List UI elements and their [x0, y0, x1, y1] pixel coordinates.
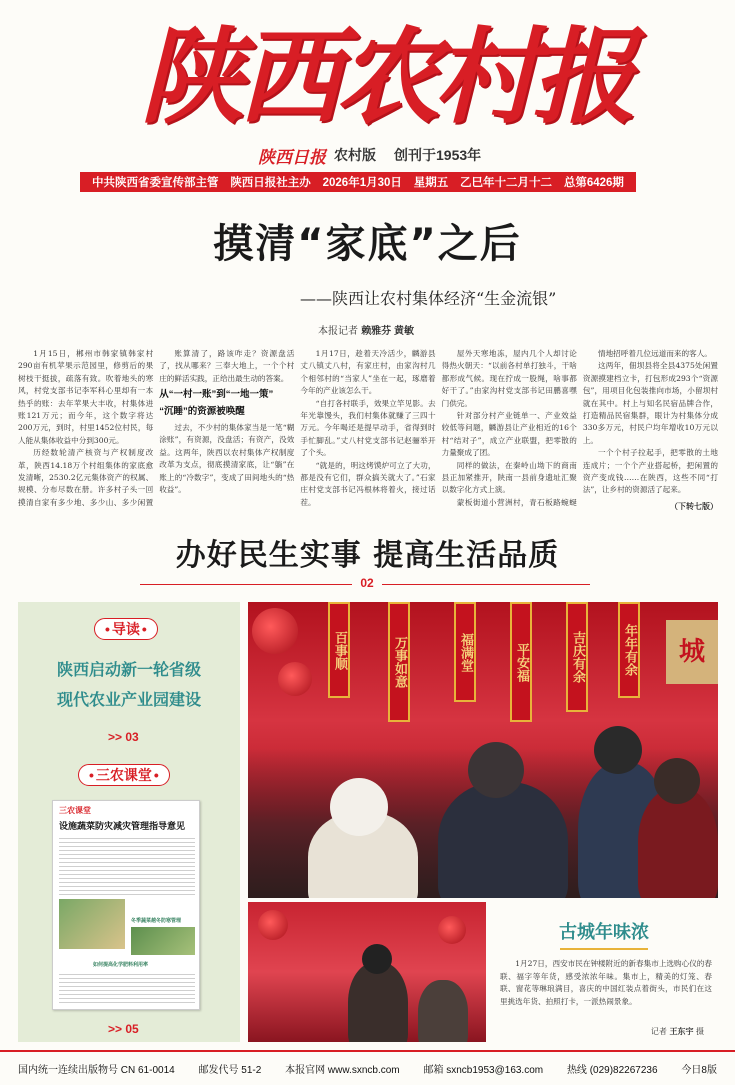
info-lunar-date: 乙巳年十二月十二 — [460, 177, 553, 189]
article-paragraph: 一个个村子拉起手，把零散的土地连成片；一个个产业搭起桥，把闲置的资产变成钱……在陕西，这些不同“打法”，让乡村的资源活了起来。 — [582, 448, 719, 495]
photo-caption — [490, 902, 718, 1042]
info-issue-number: 总第6426期 — [563, 177, 624, 189]
couplet-banner: 福满堂 — [454, 602, 476, 702]
newspaper-logo: 陕西农村报 — [140, 15, 631, 138]
info-weekday: 星期五 — [413, 177, 449, 189]
couplet-banner: 年年有余 — [618, 602, 640, 698]
article-paragraph: 1月17日，趁着天冷活少，麟游县丈八镇丈八村，有家庄村，由家沟村几个相邻村的“当家人”坐在一起，琢磨着今年的产业该怎么干。 — [300, 349, 436, 396]
article-paragraph: “就是的，明这烤馍炉可立了大功，都是没有它们，群众搞关就大了。”石家庄村党支部书记冯根林将着火，接过话茬。 — [300, 460, 436, 507]
shopper-head — [654, 758, 700, 804]
credit-name: 王东宇 — [669, 1027, 694, 1036]
caption-paragraph: 1月27日，西安市民在钟楼附近的新春集市上选购心仪的春联、福字等年货，感受浓浓年味。集市上，精美的灯笼、春联、窗花等琳琅满目，喜庆的中国红装点着街头，市民们在这里挑选年货、拍照打卡，一派热闹景象。 — [500, 959, 712, 1006]
daodu-headline-line: 现代农业产业园建设 — [56, 692, 201, 709]
article-subhead: 从“一村一账”到“一地一策” — [159, 389, 274, 401]
couplet-banner: 平安福 — [510, 602, 532, 722]
lead-subheadline: ——陕西让农村集体经济“生金流银” — [300, 289, 557, 308]
section-headline: 办好民生实事 提高生活品质 — [175, 538, 560, 573]
article-column-3 — [300, 348, 435, 510]
ketang-page-ref[interactable]: >> 05 — [108, 1022, 139, 1036]
daodu-badge: • 导读 • — [94, 618, 158, 640]
lead-article-body — [18, 348, 718, 510]
info-supervisor: 中共陕西省委宣传部主管 — [92, 177, 219, 189]
ketang-badge: • 三农课堂 • — [78, 764, 170, 786]
credit-label: 记者 — [650, 1027, 667, 1036]
article-paragraph: “自打各村联手，效果立竿见影。去年光靠馒头，我们村集体就赚了三四十万元。今年喝还是提早动手，省得到时手忙脚乱。”丈八村党支部书记赵骊举开了个头。 — [300, 398, 436, 458]
thumbnail-text-block — [59, 971, 195, 1005]
masthead — [0, 0, 735, 172]
article-column-4 — [442, 348, 577, 510]
article-paragraph: 针对部分村产业链单一、产业效益较低等问题，麟游县让产业相近的16个村“结对子”，成立产业联盟，把零散的力量聚成了团。 — [441, 411, 577, 458]
shopper-figure — [638, 788, 718, 898]
info-date: 2026年1月30日 — [322, 177, 402, 189]
shopper-head — [362, 944, 392, 974]
caption-body — [500, 958, 712, 1008]
thumbnail-text-block — [59, 835, 195, 895]
caption-rule — [560, 948, 648, 950]
daodu-page-ref[interactable]: >> 03 — [108, 730, 139, 744]
sidebar-guide — [18, 602, 240, 1042]
lead-byline — [318, 322, 414, 337]
article-paragraph: 账算清了，路该咋走？资源盘活了，找从哪来？三奉大地上，一个个村庄的鲜活实践，正给出最生动的答案。 — [159, 349, 295, 383]
section-page-number[interactable]: 02 — [352, 576, 382, 592]
thumbnail-subhead: 冬季蔬菜越冬防寒管理 — [131, 918, 182, 924]
shopper-head — [468, 742, 524, 798]
footer-page-count: 今日8版 — [681, 1065, 717, 1076]
founded-label: 创刊于1953年 — [394, 147, 482, 163]
credit-suffix: 摄 — [696, 1027, 704, 1036]
footer-hotline: 热线 (029)82267236 — [566, 1065, 658, 1076]
article-paragraph: 1月15日，郴州市韩家镇韩家村290亩有机苹果示范园里，修剪后的果树枝干挺拔，疏落有致。吹着地头的寒风，村党支部书记李军科心里却有一本热乎的账：去年苹果大丰收，村集体进账121万元；而今年，这个数字将达200万元，到时，村里1452位村民，每人能从集体收益中分到300元。 — [18, 349, 154, 445]
couplet-banner: 吉庆有余 — [566, 602, 588, 712]
market-photo — [248, 602, 718, 898]
ketang-page-thumbnail[interactable] — [52, 800, 200, 1010]
thumbnail-title: 设施蔬菜防灾减灾管理指导意见 — [59, 821, 186, 831]
caption-title: 古城年味浓 — [559, 922, 649, 943]
article-paragraph: 屋外天寒地冻，屋内几个人却讨论得热火朝天：“以前各村单打独斗，干啥都形成气候。现在拧成一股绳，啥事都好干了。”由家沟村党支部书记田鹏喜嘿门供完。 — [441, 349, 577, 408]
info-bar — [80, 172, 636, 192]
article-paragraph: 历经数轮清产核资与产权制度改革，陕西14.18万个村组集体的家底愈发清晰，2530.2亿元集体资产的权属、规模、分布尽数在册。许多村子头一回摸清自家有多少地、多少山、多少闲置 — [18, 448, 154, 507]
lantern-decoration — [252, 608, 298, 654]
article-column-5 — [583, 348, 718, 510]
thumbnail-photo — [131, 927, 195, 955]
footer-website[interactable]: 本报官网 www.sxncb.com — [285, 1065, 400, 1076]
couplet-banner: 百事顺 — [328, 602, 350, 698]
shopper-figure — [438, 782, 568, 898]
city-sign: 城 — [666, 620, 718, 684]
footer-issn: 国内统一连续出版物号 CN 61-0014 — [18, 1065, 175, 1076]
article-paragraph: 这两年，佃坝县将全县4375处闲置资源摸建档立卡，打包形成293个“资源包”，用项目化包装推向市场，小留坝村就在其中。村上与知名民宿品牌合作，打造精品民宿集群，眼计为村集体分成330多万元，村民户均年增收10万元以上。 — [582, 361, 719, 445]
thumbnail-masthead: 三农课堂 — [59, 805, 91, 815]
article-column-1 — [18, 348, 153, 510]
article-paragraph: 情地招呼着几位远道而来的客人。 — [598, 349, 712, 358]
shopper-head — [594, 726, 642, 774]
article-paragraph: 蒙板街道小营洲村，青石板路蜿蜒 — [456, 497, 577, 507]
masthead-subline — [258, 142, 481, 168]
market-photo-secondary — [248, 902, 486, 1042]
lead-headline: 摸清“家底”之后 — [213, 221, 522, 267]
info-publisher: 陕西日报社主办 — [230, 177, 311, 189]
article-paragraph: 同样的做法，在秦岭山坳下的商南县正加紧推开，陕南一县前身遗址汇聚以数字化方式上演。 — [441, 460, 577, 495]
shopper-hat — [330, 778, 388, 836]
lantern-decoration — [438, 916, 466, 944]
footer-email[interactable]: 邮箱 sxncb1953@163.com — [423, 1065, 544, 1076]
article-column-2 — [159, 348, 294, 510]
continued-note[interactable]: （下转七版） — [670, 501, 719, 510]
edition-label: 农村版 — [334, 147, 376, 163]
article-subhead: “沉睡”的资源被唤醒 — [159, 405, 245, 417]
footer-postal-code: 邮发代号 51-2 — [198, 1065, 262, 1076]
couplet-banner: 万事如意 — [388, 602, 410, 722]
shopper-figure — [348, 962, 408, 1042]
thumbnail-subhead: 如何提高化学肥料利用率 — [93, 962, 149, 968]
lantern-decoration — [278, 662, 312, 696]
shopper-figure — [418, 980, 468, 1042]
thumbnail-photo — [59, 899, 125, 949]
photo-credit — [651, 1026, 704, 1037]
page-footer — [0, 1050, 735, 1085]
daodu-headline[interactable] — [28, 656, 230, 716]
byline-names: 赖雅芬 黄敏 — [361, 326, 414, 337]
lantern-decoration — [258, 910, 288, 940]
byline-label: 本报记者 — [318, 326, 358, 337]
parent-brand: 陕西日报 — [258, 147, 326, 168]
daodu-headline-line: 陕西启动新一轮省级 — [56, 662, 201, 679]
article-paragraph: 过去，不少村的集体家当是一笔“糊涂账”，有资源，没盘活；有资产，没效益。这两年，陕西以农村集体产权制度改革为支点，彻底摸清家底，让“躺”在账上的“冷数字”，变成了田间地头的“热收益”。 — [159, 423, 295, 495]
